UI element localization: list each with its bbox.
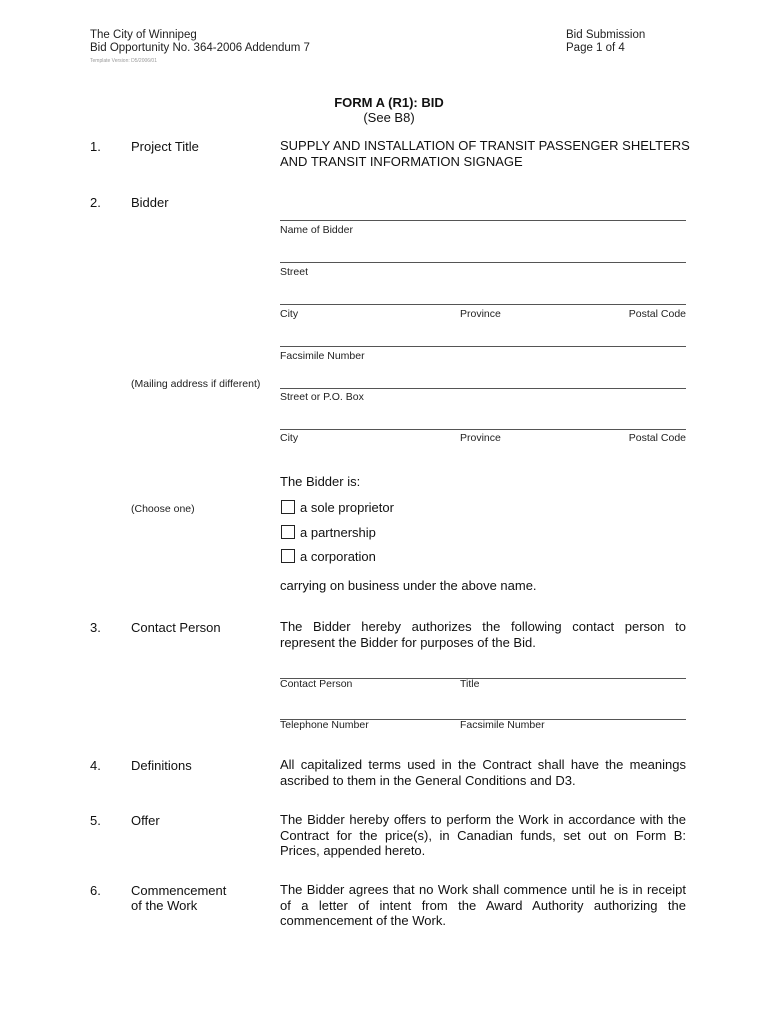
sole-proprietor-label: a sole proprietor [300,500,394,515]
bidder-fax-input[interactable] [281,331,685,345]
header-org: The City of Winnipeg [90,29,197,41]
bidder-name-line [280,220,686,221]
bidder-fax-caption: Facsimile Number [280,350,365,362]
contact-person-title-input[interactable] [281,663,685,677]
definitions-text: All capitalized terms used in the Contract shall have the meanings ascribed to them in the General Conditions and D3. [280,757,686,788]
partnership-label: a partnership [300,525,376,540]
sole-proprietor-checkbox[interactable] [281,500,295,514]
bidder-street-caption: Street [280,266,309,278]
mailing-street-input[interactable] [281,373,685,387]
contact-phone-fax-input[interactable] [281,704,685,718]
item-number-3: 3. [90,620,101,635]
header-bid-opportunity: Bid Opportunity No. 364-2006 Addendum 7 [90,42,310,54]
item-number-2: 2. [90,195,101,210]
bidder-name-caption: Name of Bidder [280,224,353,236]
corporation-label: a corporation [300,549,376,564]
mailing-street-caption: Street or P.O. Box [280,391,364,403]
contact-fax-caption: Facsimile Number [460,719,545,731]
contact-person-caption: Contact Person [280,678,353,690]
bidder-city-line [280,304,686,305]
carrying-on-business-text: carrying on business under the above name. [280,578,537,593]
contact-phone-caption: Telephone Number [280,719,369,731]
project-title-line-2: AND TRANSIT INFORMATION SIGNAGE [280,154,523,169]
header-template-version: Template Version: D5/2006/01 [90,58,157,64]
bidder-label: Bidder [131,195,169,210]
mailing-city-province-postal-input[interactable] [281,414,685,428]
header-section: Bid Submission [566,29,646,41]
bidder-street-line [280,262,686,263]
mailing-province-caption: Province [460,432,501,444]
bidder-postal-caption: Postal Code [628,308,686,320]
form-subtitle: (See B8) [363,110,415,125]
corporation-checkbox[interactable] [281,549,295,563]
project-title-line-1: SUPPLY AND INSTALLATION OF TRANSIT PASSENGER SHELTERS [280,138,690,153]
contact-person-label: Contact Person [131,620,221,635]
form-title: FORM A (R1): BID [334,95,444,110]
project-title-label: Project Title [131,139,199,154]
mailing-address-note: (Mailing address if different) [131,378,261,390]
bidder-province-caption: Province [460,308,501,320]
commencement-label-line-1: Commencement [131,883,227,898]
item-number-6: 6. [90,883,101,898]
contact-person-text: The Bidder hereby authorizes the following contact person to represent the Bidder for purposes of the Bid. [280,619,686,650]
contact-title-caption: Title [460,678,480,690]
item-number-5: 5. [90,813,101,828]
header-page-number: Page 1 of 4 [566,42,625,54]
mailing-city-caption: City [280,432,299,444]
definitions-label: Definitions [131,758,192,773]
commencement-label-line-2: of the Work [131,898,198,913]
bidder-is-label: The Bidder is: [280,474,361,489]
bidder-name-input[interactable] [281,205,685,219]
offer-label: Offer [131,813,160,828]
bidder-street-input[interactable] [281,247,685,261]
mailing-street-line [280,388,686,389]
item-number-1: 1. [90,139,101,154]
bidder-city-province-postal-input[interactable] [281,289,685,303]
commencement-text: The Bidder agrees that no Work shall commence until he is in receipt of a letter of intent from the Award Authority authorizing the commencement of the Work. [280,882,686,928]
item-number-4: 4. [90,758,101,773]
partnership-checkbox[interactable] [281,525,295,539]
mailing-city-line [280,429,686,430]
mailing-postal-caption: Postal Code [628,432,686,444]
choose-one-note: (Choose one) [131,503,195,515]
bidder-city-caption: City [280,308,299,320]
offer-text: The Bidder hereby offers to perform the Work in accordance with the Contract for the price(s), in Canadian funds, set out on Form B: Prices, appended hereto. [280,812,686,858]
bidder-fax-line [280,346,686,347]
